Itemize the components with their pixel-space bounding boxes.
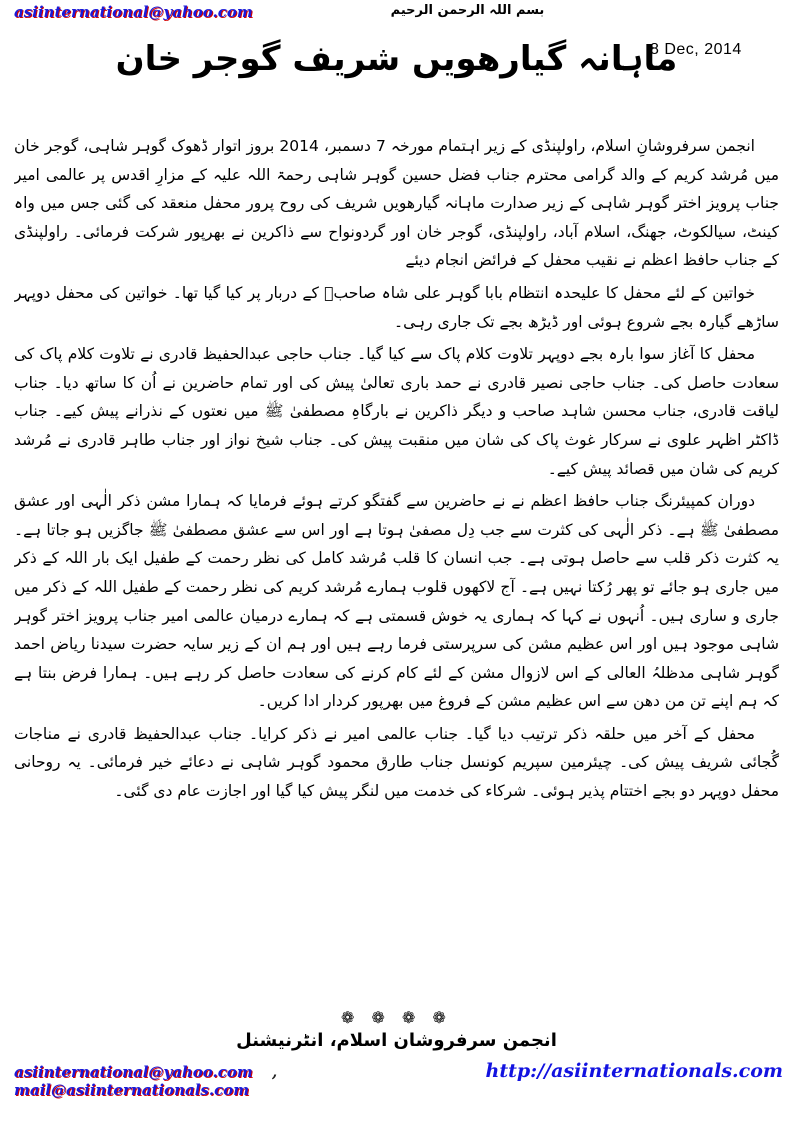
bismillah-text: بسم اللہ الرحمن الرحیم bbox=[390, 3, 545, 18]
paragraph-3: محفل کا آغاز سوا بارہ بجے دوپہر تلاوت کلام پاک سے کیا گیا۔ جناب حاجی عبدالحفیظ قادری نے تلاوت کلام پاک کی سعادت حاصل کی۔ جناب حاجی نصیر قادری نے حمد باری تعالیٰ پیش کی اور تمام حاضرین نے اُن کا ساتھ دیا۔ جناب لیاقت قادری، جناب محسن شاہد صاحب و دیگر ذاکرین نے بارگاہِ مصطفیٰ ﷺ میں نعتوں کے نذرانے پیش کیے۔ جناب ڈاکٹر اظہر علوی نے سرکار غوث پاک کی شان میں منقبت پیش کی۔ جناب شیخ نواز اور جناب طاہر قادری نے مُرشد کریم کی شان میں قصائد پیش کیے۔ bbox=[14, 345, 779, 478]
footer-email-primary-link[interactable]: asiinternational@yahoo.com bbox=[14, 1063, 253, 1081]
footer-links-row bbox=[14, 1060, 783, 1099]
email-separator: , bbox=[271, 1063, 278, 1081]
footer-email-secondary-link[interactable]: mail@asiinternationals.com bbox=[14, 1081, 250, 1099]
flower-ornaments-icon: ❁ ❁ ❁ ❁ bbox=[341, 1008, 452, 1027]
article-body bbox=[14, 132, 779, 1010]
document-date: 8 Dec, 2014 bbox=[650, 41, 742, 58]
organization-name: انجمن سرفروشان اسلام، انٹرنیشنل bbox=[236, 1030, 557, 1051]
header-email-link[interactable]: asiinternational@yahoo.com bbox=[14, 3, 253, 21]
footer-emails-group bbox=[14, 1063, 486, 1099]
paragraph-4: دوران کمپیئرنگ جناب حافظ اعظم نے نے حاضرین سے گفتگو کرتے ہوئے فرمایا کہ ہمارا مشن ذکر الٰہی اور عشق مصطفیٰ ﷺ ہے۔ ذکر الٰہی کی کثرت سے جب دِل مصفیٰ ہوتا ہے اور اس سے عشق مصطفیٰ ﷺ جاگزیں ہو جاتا ہے۔ یہ کثرت ذکر قلب سے حاصل ہوتی ہے۔ جب انسان کا قلب مُرشد کامل کی نظر رحمت کے طفیل ایک بار اللہ کے ذکر میں جاری ہو جائے تو پھر رُکتا نہیں ہے۔ آج لاکھوں قلوب ہمارے مُرشد کریم کی نظر رحمت کے طفیل اللہ کے ذکر میں جاری و ساری ہیں۔ اُنہوں نے کہا کہ ہماری یہ خوش قسمتی ہے کہ ہمارے درمیان عالمی امیر جناب پرویز اختر گوہر شاہی موجود ہیں اور اس عظیم مشن کی سرپرستی فرما رہے ہیں اور ہم ان کے زیر سایہ حضرت سیدنا ریاض احمد گوہر شاہی مدظلہُ العالی کے اس لازوال مشن کے لئے کام کرنے کی سعادت حاصل کر رہے ہیں۔ ہمارا فرض بنتا ہے کہ ہم اپنے تن من دھن سے اس عظیم مشن کے فروغ میں بھرپور کردار ادا کریں۔ bbox=[14, 492, 779, 711]
page-title: ماہانہ گیارھویں شریف گوجر خان bbox=[115, 39, 678, 79]
paragraph-2: خواتین کے لئے محفل کا علیحدہ انتظام بابا گوہر علی شاہ صاحبؒ کے دربار پر کیا گیا تھا۔ خواتین کی محفل دوپہر ساڑھے گیارہ بجے شروع ہوئی اور ڈیڑھ بجے تک جاری رہی۔ bbox=[14, 283, 779, 331]
paragraph-5: محفل کے آخر میں حلقہ ذکر ترتیب دیا گیا۔ جناب عالمی امیر نے ذکر کرایا۔ جناب عبدالحفیظ قادری نے مناجات گُجائی شریف پیش کی۔ چیئرمین سپریم کونسل جناب طارق محمود گوہر شاہی نے دعائے خیر فرمائی۔ یہ روحانی محفل دوپہر دو بجے اختتام پذیر ہوئی۔ شرکاء کی خدمت میں لنگر پیش کیا گیا اور اجازت عام دی گئی۔ bbox=[14, 724, 779, 801]
paragraph-1: انجمن سرفروشانِ اسلام، راولپنڈی کے زیر اہتمام مورخہ 7 دسمبر، 2014 بروز اتوار ڈھوک گوہر شاہی، گوجر خان میں مُرشد کریم کے والد گرامی محترم جناب فضل حسین گوہر شاہی رحمۃ اللہ علیہ کے مزارِ اقدس پر عالمی امیر جناب پرویز اختر گوہر شاہی کے زیر صدارت ماہانہ گیارھویں شریف کی روح پرور محفل منعقد کی گئی جس میں واہ کینٹ، سیالکوٹ، جھنگ، اسلام آباد، راولپنڈی، گوجر خان اور گردونواح سے ذاکرین نے بھرپور شرکت فرمائی۔ راولپنڈی کے جناب حافظ اعظم نے نقیب محفل کے فرائض انجام دیئے bbox=[14, 137, 779, 270]
footer-website-link[interactable]: http://asiinternationals.com bbox=[485, 1060, 783, 1082]
